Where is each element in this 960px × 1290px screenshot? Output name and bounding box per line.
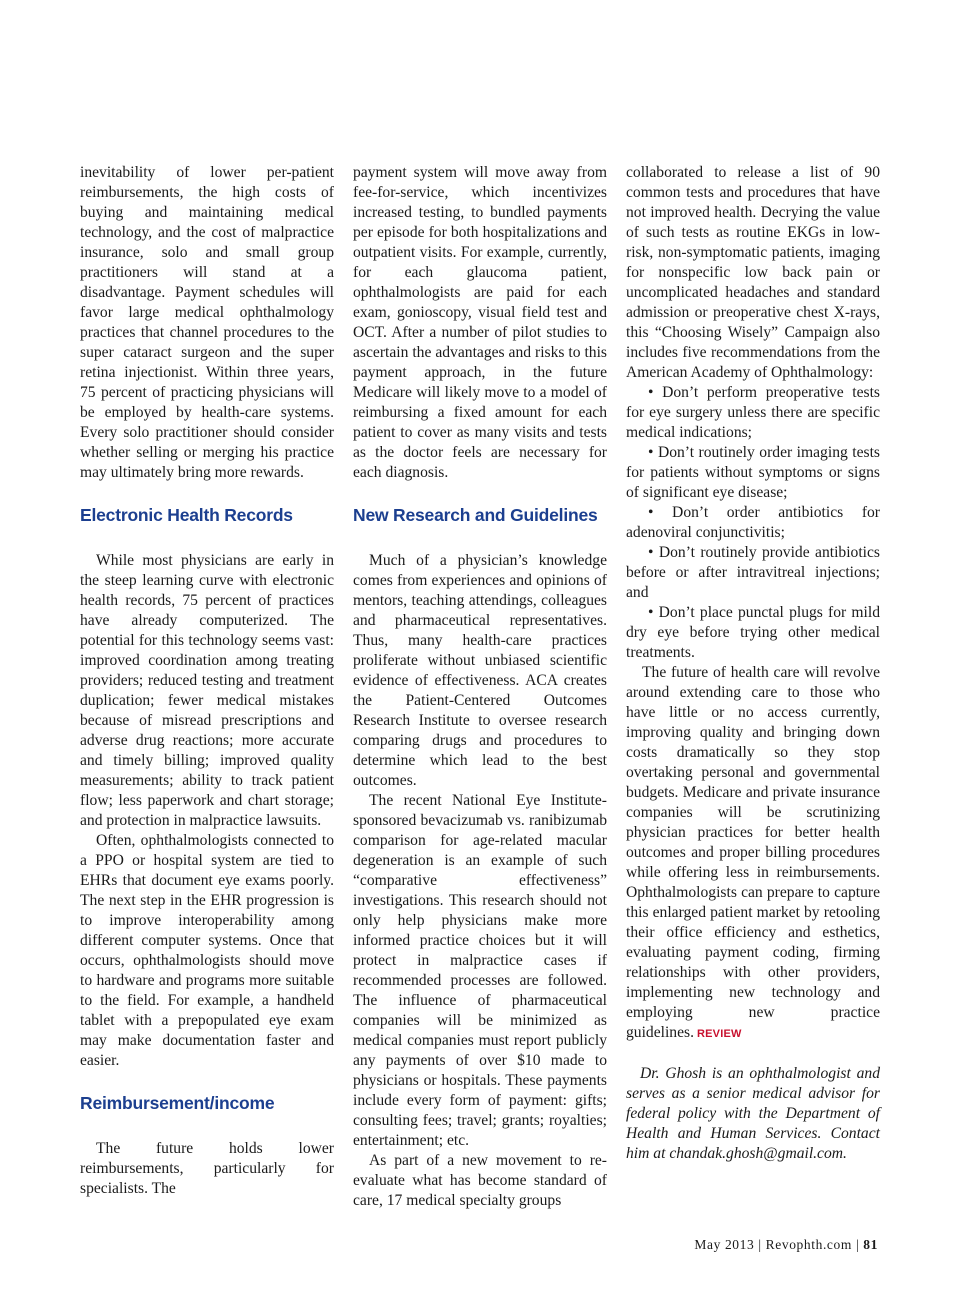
review-end-mark: REVIEW <box>697 1028 742 1040</box>
paragraph: payment system will move away from fee-for-service, which incentivizes increased testing, to bundled payments per episode for both hospitalizations and outpatient visits. For example, currently, for each glaucoma patient, ophthalmologists are paid for each exam, gonioscopy, visual field test and OCT. After a number of pilot studies to ascertain the advantages and risks to this payment approach, in the future Medicare will likely move to a model of reimbursing a fixed amount for each patient to cover as many visits and tests as the doctor feels are necessary for each diagnosis. <box>353 164 607 481</box>
footer-site: Revophth.com <box>765 1237 852 1252</box>
paragraph <box>626 663 880 1044</box>
bullet-item: • Don’t order antibiotics for adenoviral conjunctivitis; <box>626 504 880 541</box>
paragraph: The future holds lower reimbursements, particularly for specialists. The <box>80 1140 334 1197</box>
paragraph: collaborated to release a list of 90 common tests and procedures that have not improved health. Decrying the value of such tests as routine EKGs in low-risk, non-symptomatic patients, imaging for nonspecific low back pain or uncomplicated headaches and standard admission or preoperative chest X-rays, this “Choosing Wisely” Campaign also includes five recommendations from the American Academy of Ophthalmology: <box>626 164 880 381</box>
article-column-2 <box>353 163 607 1211</box>
article-column-3 <box>626 163 880 1164</box>
footer-divider: | <box>758 1237 762 1252</box>
bullet-item: • Don’t routinely order imaging tests for patients without symptoms or signs of significant eye disease; <box>626 444 880 501</box>
paragraph: As part of a new movement to re-evaluate what has become standard of care, 17 medical specialty groups <box>353 1152 607 1209</box>
section-heading-electronic-health-records: Electronic Health Records <box>80 505 293 525</box>
page-footer <box>694 1237 878 1253</box>
author-bio: Dr. Ghosh is an ophthalmologist and serves as a senior medical advisor for federal policy with the Department of Health and Human Services. Contact him at chandak.ghosh@gmail.com. <box>626 1065 880 1162</box>
bullet-item: • Don’t place punctal plugs for mild dry eye before trying other medical treatments. <box>626 604 880 661</box>
section-heading-reimbursement-income: Reimbursement/income <box>80 1093 275 1113</box>
page-number: 81 <box>863 1237 878 1252</box>
paragraph: Much of a physician’s knowledge comes from experiences and opinions of mentors, teaching attendings, colleagues and pharmaceutical representatives. Thus, many health-care practices proliferate without unbiased scientific evidence of effectiveness. ACA creates the Patient-Centered Outcomes Research Institute to oversee research comparing drugs and procedures to determine which lead to the best outcomes. <box>353 552 607 789</box>
paragraph: The recent National Eye Institute-sponsored bevacizumab vs. ranibizumab comparison for age-related macular degeneration is an example of such “comparative effectiveness” investigations. This research should not only help physicians make more informed practice choices but it will protect in malpractice cases if recommended processes are followed. The influence of pharmaceutical companies will be minimized as medical companies must report publicly any payments of over $10 made to physicians or hospitals. These payments include every form of payment: gifts; consulting fees; travel; grants; royalties; entertainment; etc. <box>353 792 607 1149</box>
footer-divider: | <box>855 1237 860 1252</box>
section-heading-new-research-and-guidelines: New Research and Guidelines <box>353 505 598 525</box>
paragraph: inevitability of lower per-patient reimbursements, the high costs of buying and maintaining medical technology, and the cost of malpractice insurance, solo and small group practitioners will stand at a disadvantage. Payment schedules will favor large medical ophthalmology practices that channel procedures to the super cataract surgeon and the super retina injectionist. Within three years, 75 percent of practicing physicians will be employed by health-care systems. Every solo practitioner should consider whether selling or merging his practice may ultimately bring more rewards. <box>80 164 334 481</box>
paragraph-text: The future of health care will revolve around extending care to those who have little or no access currently, improving quality and bringing down costs dramatically so they stop overtaking personal and governmental budgets. Medicare and private insurance companies will be scrutinizing physician practices for better health outcomes and proper billing procedures while offering less in reimbursements. Ophthalmologists can prepare to capture this enlarged patient market by retooling their office efficiency and esthetics, evaluating payment coding, firming relationships with other providers, implementing new technology and employing new practice guidelines. <box>626 664 880 1041</box>
footer-issue: May 2013 <box>694 1237 755 1252</box>
paragraph: While most physicians are early in the steep learning curve with electronic health records, 75 percent of practices have already computerized. The potential for this technology seems vast: improved coordination among treating providers; reduced testing and treatment duplication; fewer medical mistakes because of misread prescriptions and adverse drug reactions; more accurate and timely billing; improved quality measurements; ability to track patient flow; less paperwork and chart storage; and protection in malpractice lawsuits. <box>80 552 334 829</box>
article-column-1 <box>80 163 334 1199</box>
paragraph: Often, ophthalmologists connected to a PPO or hospital system are tied to EHRs that document eye exams poorly. The next step in the EHR progression is to improve interoperability among different computer systems. Once that occurs, ophthalmologists should move to hardware and programs more suitable to the field. For example, a handheld tablet with a prepopulated eye exam may make documentation faster and easier. <box>80 832 334 1069</box>
bullet-item: • Don’t routinely provide antibiotics before or after intravitreal injections; and <box>626 544 880 601</box>
bullet-item: • Don’t perform preoperative tests for eye surgery unless there are specific medical indications; <box>626 384 880 441</box>
